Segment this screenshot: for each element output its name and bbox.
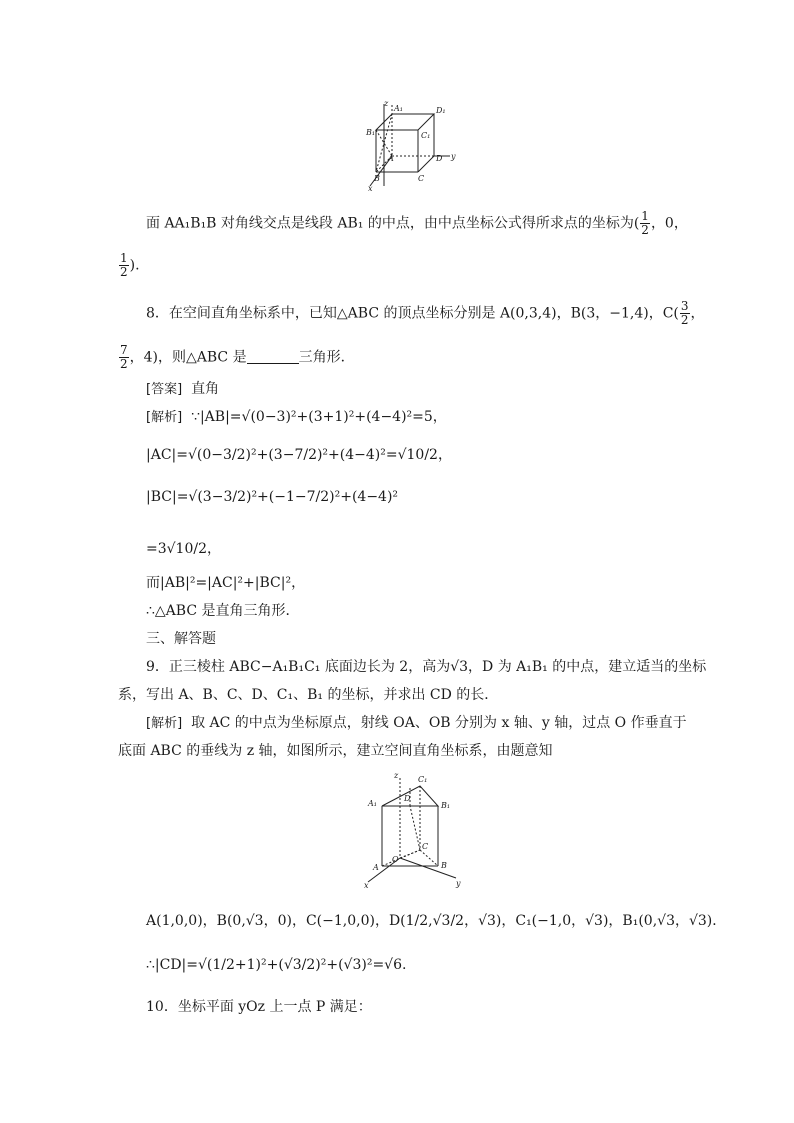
q9-analysis-1: [解析] 取 AC 的中点为坐标原点，射线 OA、OB 分别为 x 轴、y 轴，过点 O 作垂直于 [146, 715, 687, 731]
answer-blank [247, 349, 299, 364]
fig2-label: B [441, 861, 447, 870]
q8-analysis-ab: [解析] ∵|AB|=√(0−3)²+(3+1)²+(4−4)²=5， [146, 409, 447, 425]
fig2-label: A [373, 863, 379, 872]
cube-figure [362, 100, 462, 192]
fig1-label: y [451, 152, 456, 161]
fig2-label: B₁ [441, 801, 451, 810]
q8-analysis-bc2: =3√10/2， [146, 541, 221, 557]
fig2-label: C₁ [418, 775, 428, 784]
q8-stem-2: $\frac{7}{2}$ ，4)，则△ABC 是 三角形． [120, 343, 355, 371]
fig1-label: B [374, 174, 380, 183]
section-header: 三、解答题 [146, 631, 216, 647]
q8-conclusion: ∴△ABC 是直角三角形． [146, 603, 300, 619]
q7-line1: 面 AA₁B₁B 对角线交点是线段 AB₁ 的中点，由中点坐标公式得所求点的坐标为( $\frac{1}{2}$ ，0， [146, 209, 688, 237]
q9-analysis-2: 底面 ABC 的垂线为 z 轴，如图所示，建立空间直角坐标系，由题意知 [118, 743, 553, 759]
prism-figure [362, 770, 472, 892]
q9-stem-1: 9．正三棱柱 ABC−A₁B₁C₁ 底面边长为 2，高为√3，D 为 A₁B₁ 的中点，建立适当的坐标 [146, 659, 707, 675]
fig1-label: C [418, 174, 425, 183]
fig2-label: z [394, 771, 399, 780]
q9-stem-2: 系，写出 A、B、C、D、C₁、B₁ 的坐标，并求出 CD 的长． [118, 687, 499, 703]
q8-relation: 而|AB|²=|AC|²+|BC|²， [146, 575, 306, 591]
fig2-label: x [364, 881, 369, 890]
q8-analysis-ac: |AC|=√(0−3/2)²+(3−7/2)²+(4−4)²=√10/2， [146, 447, 452, 463]
q8-answer: [答案] 直角 [146, 381, 220, 397]
fig2-label: y [456, 879, 461, 888]
fig1-label: D₁ [436, 106, 446, 115]
fig2-label: O [392, 855, 399, 864]
fig1-label: A [388, 154, 394, 163]
q9-coords: A(1,0,0)，B(0,√3，0)，C(−1,0,0)，D(1/2,√3/2，√3)，C₁(−1,0，√3)，B₁(0,√3，√3)． [146, 913, 727, 929]
fig1-label: x [368, 184, 373, 192]
fig1-label: A₁ [394, 104, 403, 113]
fig1-label: z [384, 100, 389, 108]
fig2-label: D [404, 794, 411, 803]
q8-analysis-bc: |BC|=√(3−3/2)²+(−1−7/2)²+(4−4)² [146, 489, 399, 505]
fig2-label: A₁ [368, 799, 377, 808]
q9-cd: ∴|CD|=√(1/2+1)²+(√3/2)²+(√3)²=√6. [146, 957, 407, 973]
fig1-label: B₁ [366, 128, 376, 137]
fig1-label: D [436, 154, 443, 163]
q10-stem: 10．坐标平面 yOz 上一点 P 满足： [146, 999, 372, 1015]
fig2-label: C [422, 842, 429, 851]
q8-stem: 8．在空间直角坐标系中，已知△ABC 的顶点坐标分别是 A(0,3,4)，B(3，−1,4)，C( $\frac{3}{2}$ ， [146, 299, 705, 327]
fig1-label: C₁ [421, 131, 431, 140]
q7-line2: $\frac{1}{2}$ ). [120, 251, 140, 279]
